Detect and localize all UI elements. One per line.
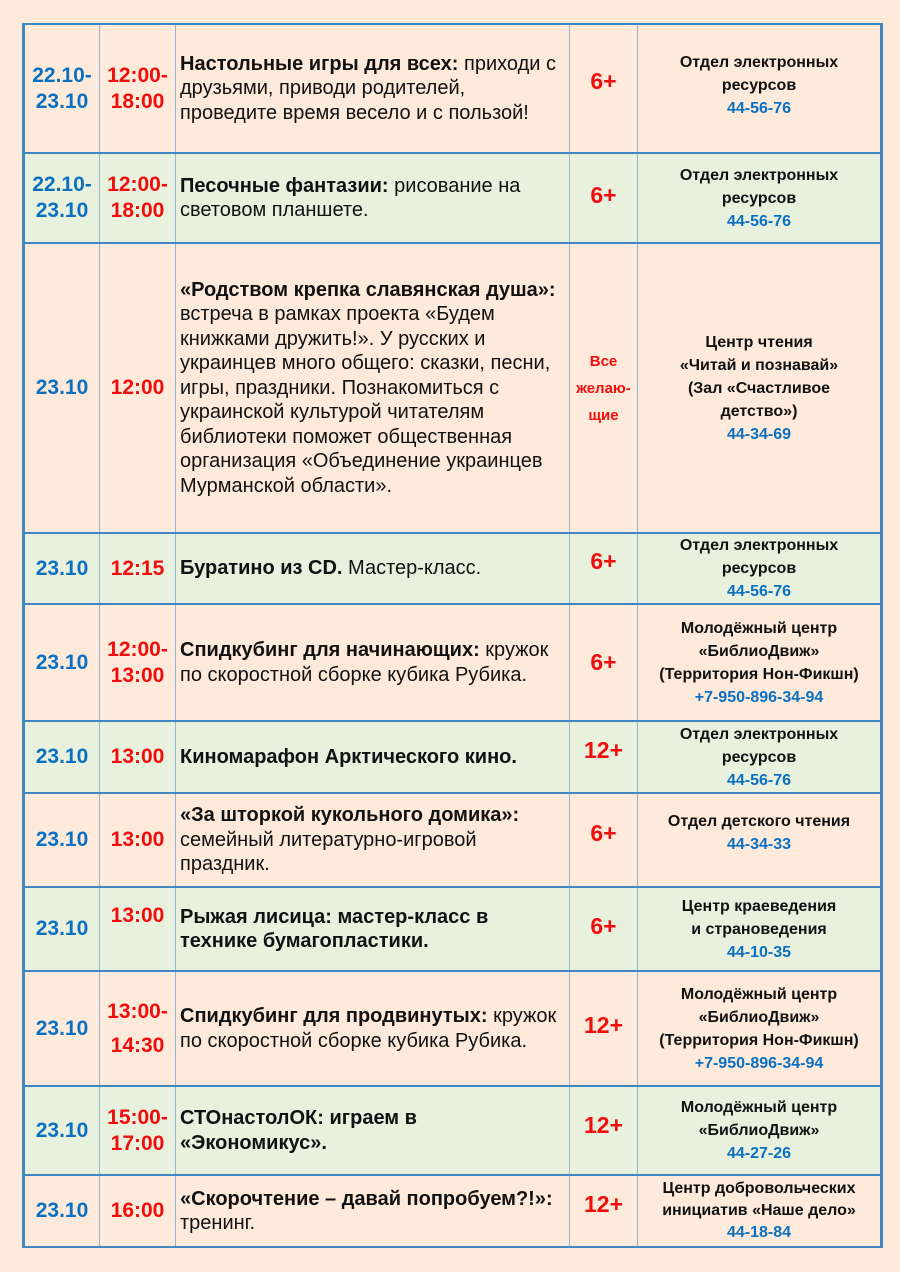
- age-rating: 12+: [570, 1175, 638, 1247]
- event-description: [176, 887, 570, 971]
- event-text: кружок по скоростной сборке кубика Рубика.: [180, 639, 549, 686]
- event-time: 13:00- 14:30: [100, 971, 176, 1086]
- organizer-name: Отдел электронных ресурсов: [679, 54, 839, 94]
- event-time: 12:00- 18:00: [100, 153, 176, 243]
- event-date: 23.10: [24, 533, 100, 604]
- event-time: 12:15: [100, 533, 176, 604]
- organizer-phone[interactable]: 44-56-76: [726, 212, 792, 230]
- event-description: [176, 533, 570, 604]
- event-text: семейный литературно-игровой праздник.: [180, 828, 477, 876]
- event-row: [24, 793, 882, 887]
- event-title: Настольные игры для всех:: [180, 52, 459, 75]
- event-title: «Скорочтение – давай попробуем?!»:: [180, 1187, 553, 1210]
- event-title: Рыжая лисица: мастер-класс в технике бумагопластики.: [180, 905, 489, 952]
- event-text: приходи с друзьями, приводи родителей, проведите время весело и с пользой!: [180, 52, 556, 124]
- event-title: Спидкубинг для начинающих:: [180, 639, 480, 661]
- age-rating: 12+: [570, 721, 638, 793]
- event-time: 13:00: [100, 793, 176, 887]
- event-title: СТОнастолОК: играем в «Экономикус».: [180, 1107, 417, 1154]
- event-title: Буратино из CD.: [180, 557, 343, 580]
- organizer-name: Молодёжный центр «БиблиоДвиж»: [680, 1099, 838, 1139]
- organizer-phone[interactable]: 44-56-76: [726, 771, 792, 789]
- organizer-name: Отдел электронных ресурсов: [679, 537, 839, 577]
- event-time: 13:00: [100, 721, 176, 793]
- organizer-phone[interactable]: +7-950-896-34-94: [694, 688, 824, 706]
- event-time: 12:00: [100, 243, 176, 533]
- age-rating: 6+: [570, 24, 638, 153]
- organizer-name: Центр чтения «Читай и познавай» (Зал «Счастливое детство»): [679, 333, 839, 420]
- organizer-name: Отдел электронных ресурсов: [679, 725, 839, 766]
- event-text: рисование на световом планшете.: [180, 174, 521, 221]
- event-title: Спидкубинг для продвинутых:: [180, 1005, 488, 1027]
- event-date: 23.10: [24, 604, 100, 721]
- organizer-name: Молодёжный центр «БиблиоДвиж» (Территория Нон-Фикшн): [659, 619, 859, 683]
- event-date: 23.10: [24, 793, 100, 887]
- organizer-name: Центр краеведения и страноведения: [681, 897, 837, 938]
- organizer-phone[interactable]: 44-34-33: [726, 836, 792, 853]
- age-rating: 12+: [570, 1086, 638, 1175]
- event-time: 16:00: [100, 1175, 176, 1247]
- organizer-phone[interactable]: 44-56-76: [726, 100, 792, 117]
- event-organizer: [638, 721, 882, 793]
- event-description: [176, 604, 570, 721]
- event-organizer: [638, 887, 882, 971]
- organizer-phone[interactable]: 44-34-69: [726, 425, 792, 443]
- event-row: [24, 887, 882, 971]
- event-time: 12:00- 13:00: [100, 604, 176, 721]
- organizer-name: Отдел электронных ресурсов: [679, 166, 839, 207]
- event-time: 12:00- 18:00: [100, 24, 176, 153]
- organizer-phone[interactable]: 44-56-76: [726, 583, 792, 600]
- event-row: [24, 1086, 882, 1175]
- event-text: кружок по скоростной сборке кубика Рубика.: [180, 1005, 557, 1052]
- event-date: 22.10- 23.10: [24, 24, 100, 153]
- event-date: 23.10: [24, 887, 100, 971]
- event-description: [176, 1175, 570, 1247]
- event-description: [176, 243, 570, 533]
- organizer-name: Отдел детского чтения: [667, 813, 851, 830]
- event-organizer: [638, 153, 882, 243]
- event-row: [24, 24, 882, 153]
- event-date: 23.10: [24, 1175, 100, 1247]
- event-row: [24, 971, 882, 1086]
- age-rating: 6+: [570, 604, 638, 721]
- event-date: 23.10: [24, 971, 100, 1086]
- event-organizer: [638, 971, 882, 1086]
- age-rating: Все желаю- щие: [570, 243, 638, 533]
- event-date: 23.10: [24, 1086, 100, 1175]
- event-text: Мастер-класс.: [342, 557, 482, 580]
- event-row: [24, 243, 882, 533]
- event-description: [176, 971, 570, 1086]
- event-date: 22.10- 23.10: [24, 153, 100, 243]
- organizer-name: Центр добровольческих инициатив «Наше дело»: [662, 1180, 856, 1219]
- event-description: [176, 1086, 570, 1175]
- organizer-phone[interactable]: 44-10-35: [726, 943, 792, 961]
- event-description: [176, 793, 570, 887]
- event-description: [176, 721, 570, 793]
- event-row: [24, 721, 882, 793]
- event-row: [24, 533, 882, 604]
- event-organizer: [638, 1175, 882, 1247]
- event-row: [24, 604, 882, 721]
- organizer-name: Молодёжный центр «БиблиоДвиж» (Территория Нон-Фикшн): [659, 985, 859, 1049]
- event-time: 15:00- 17:00: [100, 1086, 176, 1175]
- event-date: 23.10: [24, 243, 100, 533]
- event-text: встреча в рамках проекта «Будем книжками дружить!». У русских и украинцев много общего: сказки, песни, игры, праздники. Познакомиться с украинской культурой читателям библиотеки поможет общественная организация «Объединение украинцев Мурманской области».: [180, 303, 551, 497]
- event-organizer: [638, 793, 882, 887]
- event-time: 13:00: [100, 887, 176, 971]
- event-row: [24, 1175, 882, 1247]
- age-rating: 6+: [570, 533, 638, 604]
- event-organizer: [638, 1086, 882, 1175]
- organizer-phone[interactable]: 44-18-84: [726, 1224, 792, 1241]
- event-title: «За шторкой кукольного домика»:: [180, 804, 520, 827]
- event-date: 23.10: [24, 721, 100, 793]
- event-text: тренинг.: [180, 1212, 256, 1234]
- event-title: «Родством крепка славянская душа»:: [180, 278, 556, 301]
- age-rating: 6+: [570, 793, 638, 887]
- event-description: [176, 24, 570, 153]
- event-title: Киномарафон Арктического кино.: [180, 745, 517, 768]
- age-rating: 6+: [570, 153, 638, 243]
- event-organizer: [638, 533, 882, 604]
- age-rating: 12+: [570, 971, 638, 1086]
- events-schedule-table: [22, 23, 883, 1248]
- event-description: [176, 153, 570, 243]
- event-organizer: [638, 24, 882, 153]
- organizer-phone[interactable]: 44-27-26: [726, 1145, 792, 1162]
- organizer-phone[interactable]: +7-950-896-34-94: [694, 1054, 824, 1072]
- age-rating: 6+: [570, 887, 638, 971]
- event-title: Песочные фантазии:: [180, 174, 389, 197]
- event-row: [24, 153, 882, 243]
- event-organizer: [638, 243, 882, 533]
- event-organizer: [638, 604, 882, 721]
